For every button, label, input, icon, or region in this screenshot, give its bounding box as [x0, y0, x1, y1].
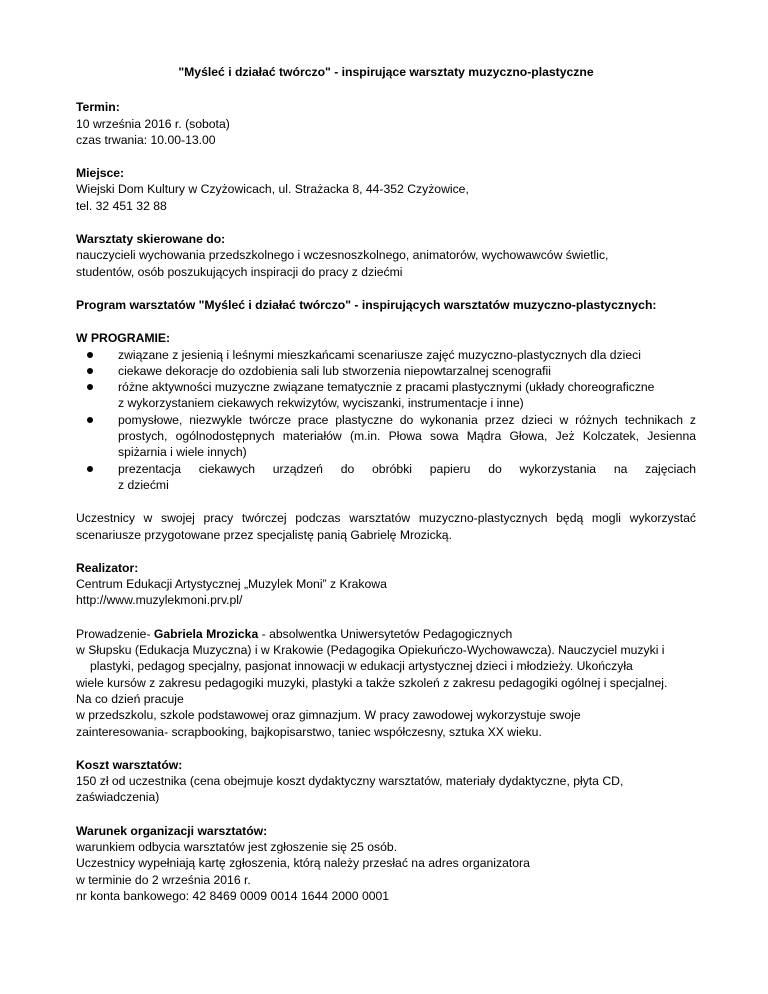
bullet-icon	[87, 368, 93, 374]
program-section	[76, 330, 696, 493]
warunek-line: w terminie do 2 września 2016 r.	[76, 872, 251, 887]
termin-heading: Termin:	[76, 100, 120, 115]
program-item-text: różne aktywności muzyczne związane tematycznie z pracami plastycznymi (układy choreograficzne	[118, 380, 655, 395]
termin-duration: czas trwania: 10.00-13.00	[76, 132, 216, 147]
warunek-line: Uczestnicy wypełniają kartę zgłoszenia, którą należy przesłać na adres organizatora	[76, 856, 530, 871]
prowadzenie-rest: - absolwentka Uniwersytetów Pedagogicznych	[258, 626, 513, 641]
prowadzenie-line: w przedszkolu, szkole podstawowej oraz gimnazjum. W pracy zawodowej wykorzystuje swoje	[76, 708, 581, 723]
realizator-heading: Realizator:	[76, 560, 139, 575]
participants-line: Uczestnicy w swojej pracy twórczej podczas warsztatów muzyczno-plastycznych będą mogli wykorzystać	[76, 511, 696, 526]
realizator-url: http://www.muzylekmoni.prv.pl/	[76, 593, 243, 608]
bullet-icon	[87, 352, 93, 358]
warunek-section	[76, 823, 696, 904]
prowadzenie-line: w Słupsku (Edukacja Muzyczna) i w Krakowie (Pedagogika Opiekuńczo-Wychowawcza). Nauczyciel muzyki i	[76, 643, 665, 658]
miejsce-address: Wiejski Dom Kultury w Czyżowicach, ul. Strażacka 8, 44-352 Czyżowice,	[76, 182, 469, 197]
audience-line: nauczycieli wychowania przedszkolnego i wczesnoszkolnego, animatorów, wychowawców świetlic,	[76, 248, 609, 263]
koszt-heading: Koszt warsztatów:	[76, 757, 183, 772]
realizator-section	[76, 560, 696, 609]
audience-heading: Warsztaty skierowane do:	[76, 232, 226, 247]
koszt-line: zaświadczenia)	[76, 790, 160, 805]
realizator-name: Centrum Edukacji Artystycznej „Muzylek Moni” z Krakowa	[76, 577, 387, 592]
program-item-text: prostych, ogólnodostępnych materiałów (m.in. Płowa sowa Mądra Głowa, Jeż Kolczatek, Jesienna	[118, 429, 696, 444]
warunek-line: warunkiem odbycia warsztatów jest zgłoszenie się 25 osób.	[76, 839, 398, 854]
koszt-section	[76, 757, 696, 806]
program-list	[76, 347, 696, 494]
program-item	[76, 379, 696, 412]
audience-line: studentów, osób poszukujących inspiracji do pracy z dziećmi	[76, 264, 403, 279]
prowadzenie-line: Na co dzień pracuje	[76, 691, 184, 706]
program-item-text: ciekawe dekoracje do ozdobienia sali lub stworzenia niepowtarzalnej scenografii	[118, 363, 551, 378]
prowadzenie-line: wiele kursów z zakresu pedagogiki muzyki, plastyki a także szkoleń z zakresu pedagogiki ogólnej i specjalnej.	[76, 675, 668, 690]
prowadzenie-line: plastyki, pedagog specjalny, pasjonat innowacji w edukacji artystycznej dzieci i młodzieży. Ukończyła	[90, 659, 633, 674]
bank-account: nr konta bankowego: 42 8469 0009 0014 1644 2000 0001	[76, 888, 390, 903]
program-heading-section	[76, 297, 696, 313]
program-item-text: prezentacja ciekawych urządzeń do obróbki papieru do wykorzystania na zajęciach	[118, 461, 696, 476]
program-item-text: z dziećmi	[118, 477, 169, 492]
koszt-line: 150 zł od uczestnika (cena obejmuje koszt dydaktyczny warsztatów, materiały dydaktyczne, płyta CD,	[76, 774, 624, 789]
document-title: "Myśleć i działać twórczo" - inspirujące warsztaty muzyczno-plastyczne	[178, 65, 594, 79]
program-title: Program warsztatów "Myśleć i działać twórczo" - inspirujących warsztatów muzyczno-plastycznych:	[76, 297, 657, 312]
document-page	[76, 64, 696, 921]
miejsce-phone: tel. 32 451 32 88	[76, 198, 167, 213]
prowadzenie-line: zainteresowania- scrapbooking, bajkopisarstwo, taniec współczesny, sztuka XX wieku.	[76, 724, 542, 739]
termin-date: 10 września 2016 r. (sobota)	[76, 116, 230, 131]
program-item-text: spiżarnia i wiele innych)	[118, 445, 247, 460]
program-item	[76, 461, 696, 494]
program-item	[76, 363, 696, 379]
warunek-heading: Warunek organizacji warsztatów:	[76, 823, 268, 838]
program-item-text: związane z jesienią i leśnymi mieszkańcami scenariusze zajęć muzyczno-plastycznych dla dzieci	[118, 347, 641, 362]
participants-line: scenariusze przygotowane przez specjalistę panią Gabrielę Mrozicką.	[76, 527, 452, 542]
miejsce-heading: Miejsce:	[76, 166, 125, 181]
prowadzenie-intro	[76, 626, 696, 642]
program-item-text: pomysłowe, niezwykle twórcze prace plastyczne do wykonania przez dzieci w różnych technikach z	[118, 412, 696, 427]
program-heading: W PROGRAMIE:	[76, 331, 171, 346]
prowadzenie-label: Prowadzenie-	[76, 626, 154, 641]
program-item	[76, 347, 696, 363]
prowadzenie-section	[76, 626, 696, 740]
audience-section	[76, 231, 696, 280]
participants-section	[76, 510, 696, 543]
bullet-icon	[87, 417, 93, 423]
program-item	[76, 412, 696, 461]
bullet-icon	[87, 384, 93, 390]
miejsce-section	[76, 165, 696, 214]
bullet-icon	[87, 466, 93, 472]
termin-section	[76, 99, 696, 148]
program-item-text: z wykorzystaniem ciekawych rekwizytów, wyciszanki, instrumentacje i inne)	[118, 396, 524, 411]
prowadzenie-name: Gabriela Mrozicka	[153, 626, 259, 641]
